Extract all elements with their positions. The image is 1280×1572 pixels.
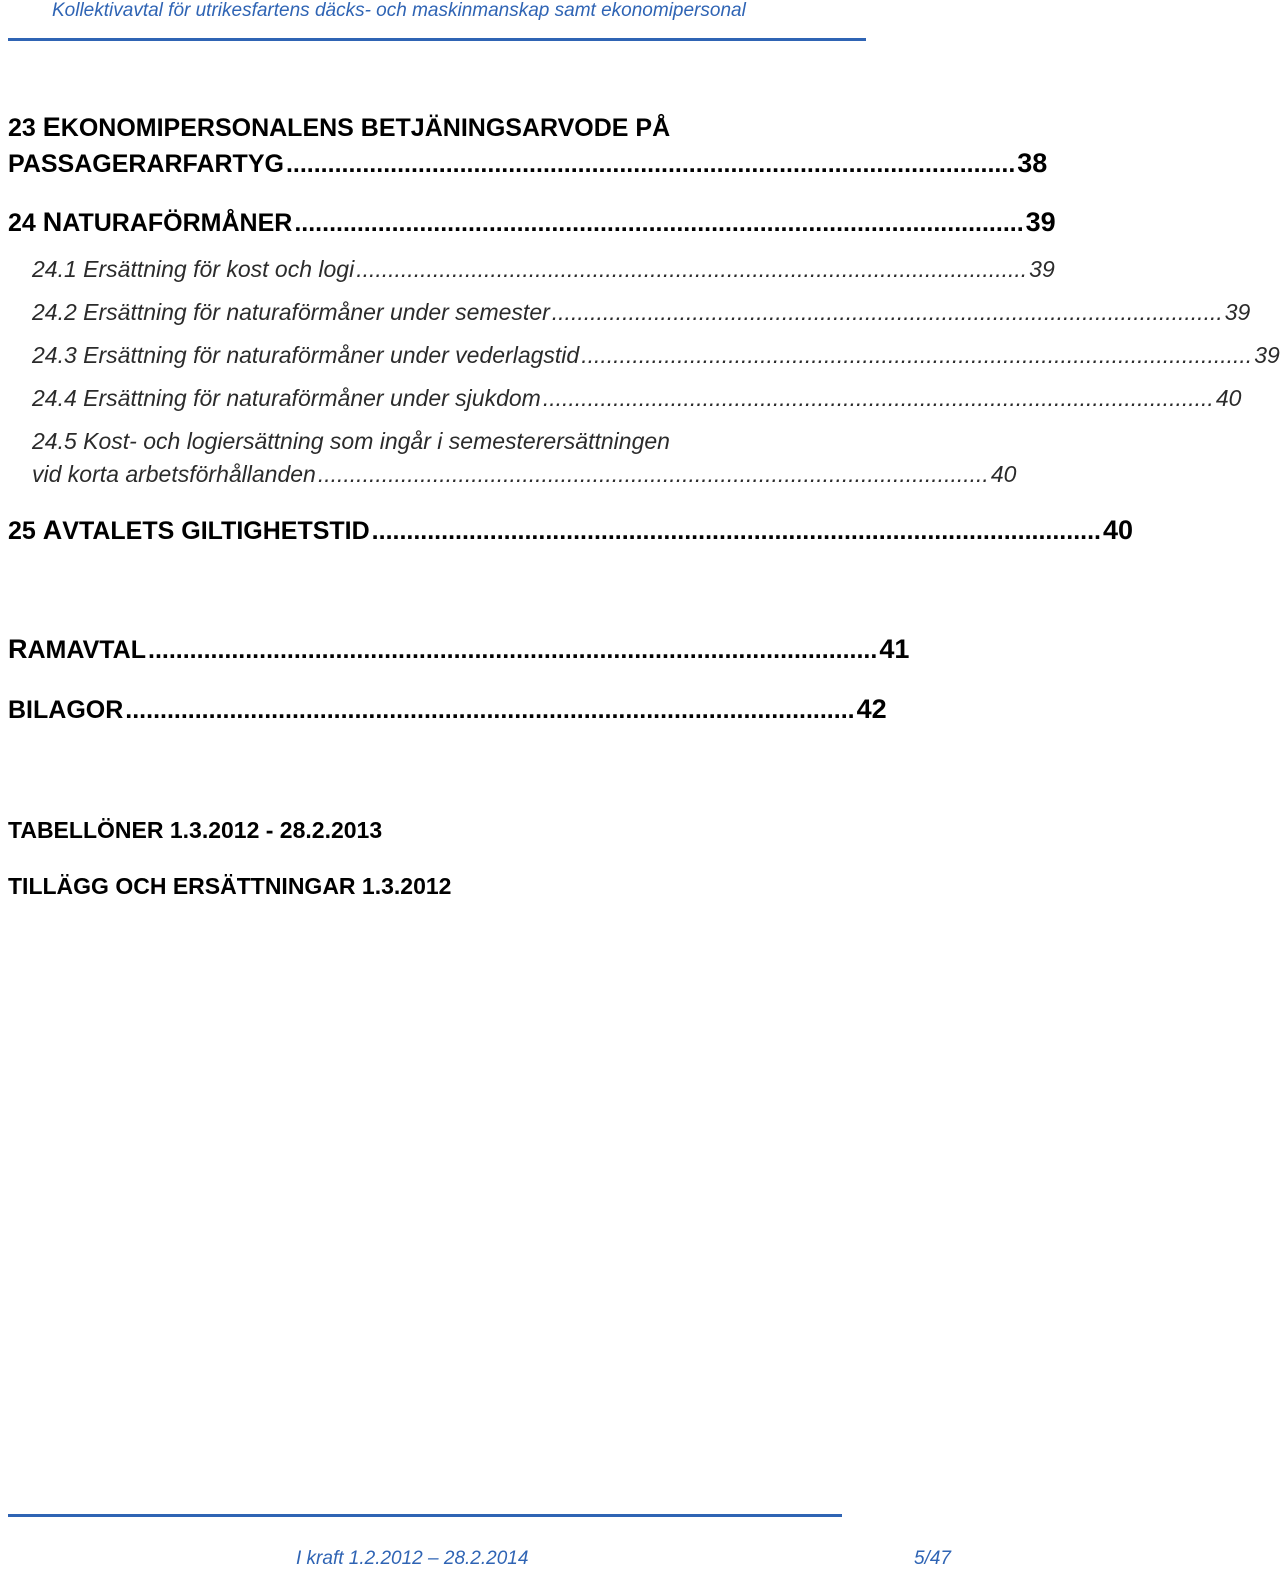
toc-24-5-title-line2: vid korta arbetsförhållanden — [32, 461, 316, 487]
toc-24-3-title: 24.3 Ersättning för naturaförmåner under vederlagstid — [32, 342, 580, 368]
footer-rule — [8, 1514, 842, 1517]
toc-24-2-title: 24.2 Ersättning för naturaförmåner under semester — [32, 299, 550, 325]
running-footer — [0, 1510, 960, 1572]
running-title: Kollektivavtal för utrikesfartens däcks- och maskinmanskap samt ekonomipersonal — [52, 0, 746, 21]
toc-24-page: 39 — [1025, 207, 1056, 237]
toc-bilagor-page: 42 — [856, 694, 887, 724]
toc-23-initial: E — [42, 112, 61, 142]
toc-entry-24-5-line1[interactable] — [8, 428, 813, 455]
toc-24-title: ATURAFÖRMÅNER — [62, 209, 293, 237]
toc-ramavtal-initial: R — [8, 634, 28, 664]
toc-24-2-page: 39 — [1224, 299, 1251, 325]
toc-24-1-page: 39 — [1029, 256, 1055, 282]
toc-24-1-title: 24.1 Ersättning för kost och logi — [32, 256, 355, 282]
toc-entry-tabelloner[interactable] — [8, 817, 813, 844]
leader-dots: ......................................................................................................... — [125, 696, 855, 724]
header-rule — [8, 38, 866, 41]
leader-dots: ......................................................................................................... — [371, 517, 1101, 545]
toc-25-number: 25 — [8, 517, 43, 545]
toc-entry-24-2[interactable] — [8, 299, 1251, 326]
toc-23-title-line1: KONOMIPERSONALENS BETJÄNINGSARVODE PÅ — [60, 114, 671, 142]
leader-dots: ......................................................................................................... — [294, 209, 1024, 237]
toc-23-title-line2: PASSAGERARFARTYG — [8, 150, 284, 178]
toc-24-number: 24 — [8, 209, 43, 237]
toc-24-5-page: 40 — [990, 461, 1017, 487]
toc-23-number: 23 — [8, 114, 43, 142]
toc-24-4-title: 24.4 Ersättning för naturaförmåner under sjukdom — [32, 385, 541, 411]
running-header — [52, 0, 912, 42]
toc-24-initial: N — [42, 207, 63, 237]
toc-entry-bilagor[interactable] — [8, 694, 887, 725]
toc-tabelloner-title: TABELLÖNER 1.3.2012 - 28.2.2013 — [8, 817, 383, 843]
toc-ramavtal-title: AMAVTAL — [27, 636, 146, 664]
toc-entry-23-line1[interactable] — [8, 112, 813, 143]
toc-entry-ramavtal[interactable] — [8, 634, 910, 665]
validity-period: I kraft 1.2.2012 – 28.2.2014 — [296, 1548, 529, 1569]
toc-bilagor-title: BILAGOR — [8, 696, 124, 724]
toc-tillagg-title: TILLÄGG OCH ERSÄTTNINGAR 1.3.2012 — [8, 873, 452, 899]
toc-ramavtal-page: 41 — [879, 634, 910, 664]
leader-dots: ......................................................................................................... — [148, 636, 878, 664]
toc-entry-25[interactable] — [8, 515, 1134, 546]
leader-dots: ......................................................................................................... — [285, 150, 1016, 178]
toc-entry-24-3[interactable] — [8, 342, 1280, 369]
toc-25-initial: A — [42, 515, 63, 545]
leader-dots: ......................................................................................................... — [356, 256, 1028, 282]
page-number: 5/47 — [914, 1548, 951, 1569]
toc-entry-24-4[interactable] — [8, 385, 1242, 412]
leader-dots: ......................................................................................................... — [542, 385, 1214, 411]
leader-dots: ......................................................................................................... — [581, 342, 1253, 368]
leader-dots: ......................................................................................................... — [317, 461, 989, 487]
leader-dots: ......................................................................................................... — [551, 299, 1223, 325]
toc-24-4-page: 40 — [1215, 385, 1242, 411]
toc-entry-23-line2[interactable] — [8, 148, 1048, 179]
toc-24-3-page: 39 — [1254, 342, 1280, 368]
toc-entry-tillagg[interactable] — [8, 873, 813, 900]
toc-entry-24-1[interactable] — [8, 256, 1055, 283]
toc-23-page: 38 — [1017, 148, 1048, 178]
toc-entry-24-5-line2[interactable] — [8, 461, 1017, 488]
toc-25-title: VTALETS GILTIGHETSTID — [62, 517, 370, 545]
toc-entry-24[interactable] — [8, 207, 1056, 238]
toc-25-page: 40 — [1102, 515, 1134, 545]
toc-24-5-title-line1: 24.5 Kost- och logiersättning som ingår i semesterersättningen — [32, 428, 670, 454]
